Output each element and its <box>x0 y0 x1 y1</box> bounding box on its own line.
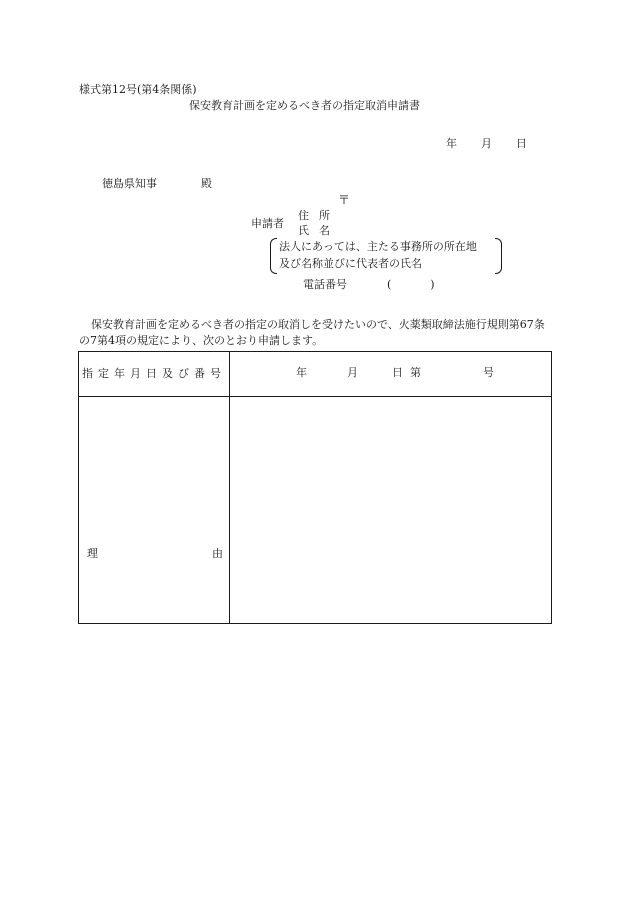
reason-value-cell[interactable] <box>230 397 552 624</box>
reason-label-cell <box>79 397 230 624</box>
addressee-name: 徳島県知事 <box>102 177 157 190</box>
address-label: 住所 <box>298 209 340 222</box>
document-title: 保安教育計画を定めるべき者の指定取消申請書 <box>189 99 420 112</box>
corporate-note-line1: 法人にあっては、主たる事務所の所在地 <box>279 240 477 253</box>
application-statement: 保安教育計画を定めるべき者の指定の取消しを受けたいので、火薬類取締法施行規則第67条の7第4項の規定により、次のとおり申請します。 <box>79 318 545 347</box>
date-year-label: 年 <box>446 137 457 150</box>
designation-year: 年 <box>296 366 307 379</box>
phone-parentheses: ( ) <box>387 278 449 291</box>
phone-line <box>303 278 449 292</box>
postal-mark: 〒 <box>338 193 351 207</box>
date-day-label: 日 <box>516 137 527 150</box>
right-bracket <box>495 238 502 274</box>
corporate-note-line2: 及び名称並びに代表者の氏名 <box>279 257 422 270</box>
date-line <box>446 137 551 151</box>
reason-row <box>79 397 552 624</box>
designation-number: 号 <box>483 366 494 379</box>
addressee <box>102 177 212 191</box>
designation-label: 指定年月日及び番号 <box>79 352 230 397</box>
designation-day: 日 <box>392 366 403 379</box>
designation-value-cell[interactable] <box>230 352 552 397</box>
left-bracket <box>270 238 277 274</box>
designation-row <box>79 352 552 397</box>
addressee-honorific: 殿 <box>201 177 212 190</box>
reason-label-char2: 由 <box>212 547 223 560</box>
application-table <box>78 351 552 624</box>
reason-label-char1: 理 <box>87 547 98 560</box>
name-label: 氏名 <box>298 224 340 237</box>
corporate-note <box>270 238 502 274</box>
designation-month: 月 <box>347 366 358 379</box>
designation-dai: 第 <box>410 366 421 379</box>
date-month-label: 月 <box>481 137 492 150</box>
applicant-label: 申請者 <box>251 217 284 230</box>
form-number: 様式第12号(第4条関係) <box>79 83 197 96</box>
phone-label: 電話番号 <box>303 278 347 291</box>
